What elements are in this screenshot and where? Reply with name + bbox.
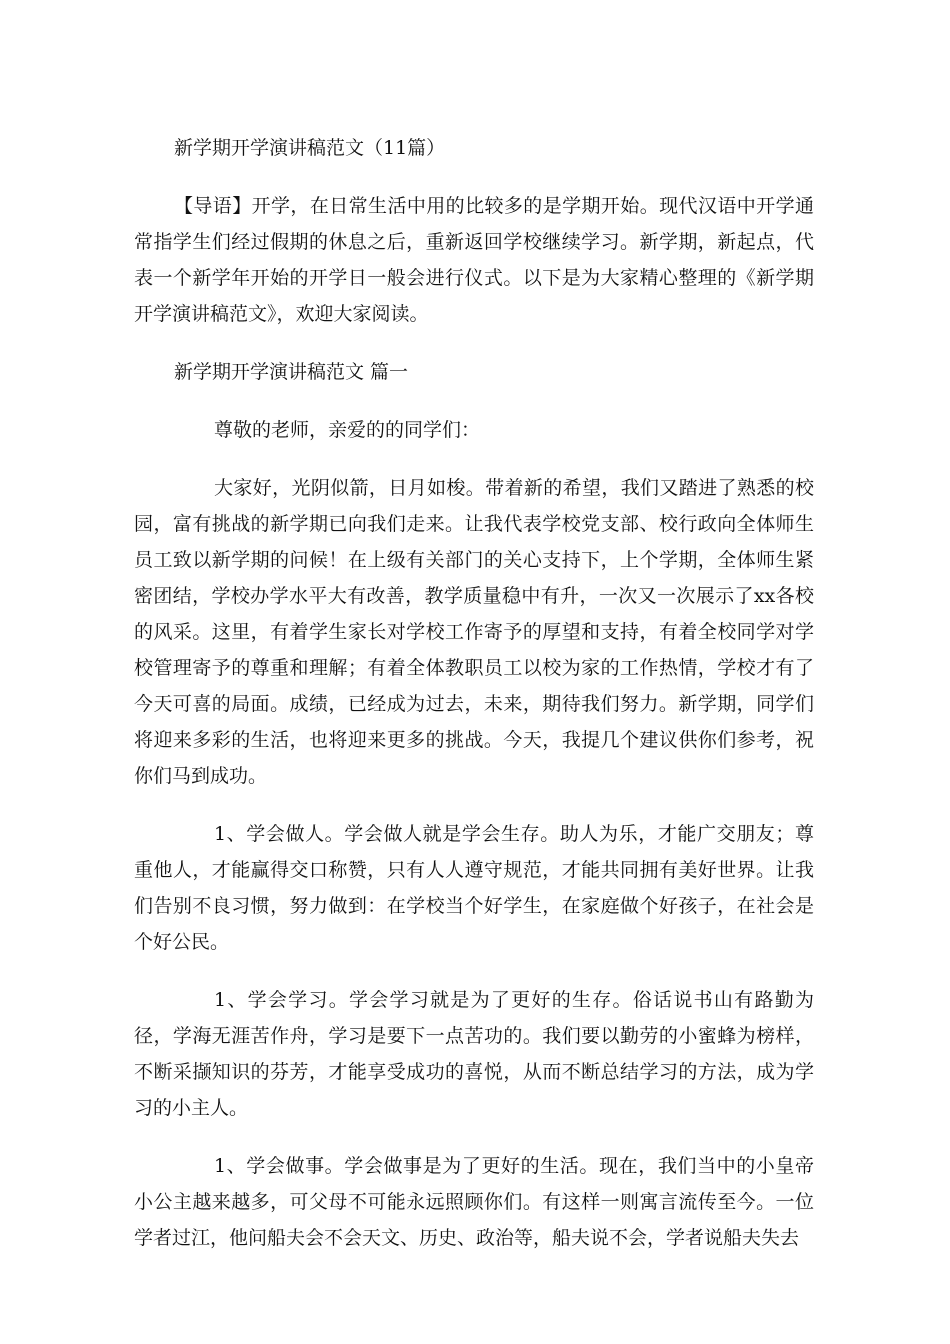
body-paragraph-1: 大家好，光阴似箭，日月如梭。带着新的希望，我们又踏进了熟悉的校园，富有挑战的新学期已向我们走来。让我代表学校党支部、校行政向全体师生员工致以新学期的问候！在上级有关部门的关心支持下，上个学期，全体师生紧密团结，学校办学水平大有改善，教学质量稳中有升，一次又一次展示了xx各校的风采。这里，有着学生家长对学校工作寄予的厚望和支持，有着全校同学对学校管理寄予的尊重和理解；有着全体教职员工以校为家的工作热情，学校才有了今天可喜的局面。成绩，已经成为过去，未来，期待我们努力。新学期，同学们将迎来多彩的生活，也将迎来更多的挑战。今天，我提几个建议供你们参考，祝你们马到成功。: [134, 477, 814, 787]
section-heading: 新学期开学演讲稿范文 篇一: [174, 361, 409, 383]
body-paragraph-4: 1、学会做事。学会做事是为了更好的生活。现在，我们当中的小皇帝小公主越来越多，可父母不可能永远照顾你们。有这样一则寓言流传至今。一位学者过江，他问船夫会不会天文、历史、政治等，船夫说不会，学者说船夫失去: [134, 1155, 814, 1249]
body-paragraph-3: 1、学会学习。学会学习就是为了更好的生存。俗话说书山有路勤为径，学海无涯苦作舟，学习是要下一点苦功的。我们要以勤劳的小蜜蜂为榜样，不断采撷知识的芬芳，才能享受成功的喜悦，从而不断总结学习的方法，成为学习的小主人。: [134, 989, 814, 1119]
document-title: 新学期开学演讲稿范文（11篇）: [174, 137, 446, 159]
body-paragraph-2: 1、学会做人。学会做人就是学会生存。助人为乐，才能广交朋友；尊重他人，才能赢得交口称赞，只有人人遵守规范，才能共同拥有美好世界。让我们告别不良习惯，努力做到：在学校当个好学生，在家庭做个好孩子，在社会是个好公民。: [134, 823, 814, 953]
document-body: [134, 130, 814, 1278]
intro-paragraph: 【导语】开学，在日常生活中用的比较多的是学期开始。现代汉语中开学通常指学生们经过假期的休息之后，重新返回学校继续学习。新学期，新起点，代表一个新学年开始的开学日一般会进行仪式。以下是为大家精心整理的《新学期开学演讲稿范文》，欢迎大家阅读。: [134, 195, 814, 325]
greeting-line: 尊敬的老师，亲爱的的同学们：: [214, 419, 481, 441]
